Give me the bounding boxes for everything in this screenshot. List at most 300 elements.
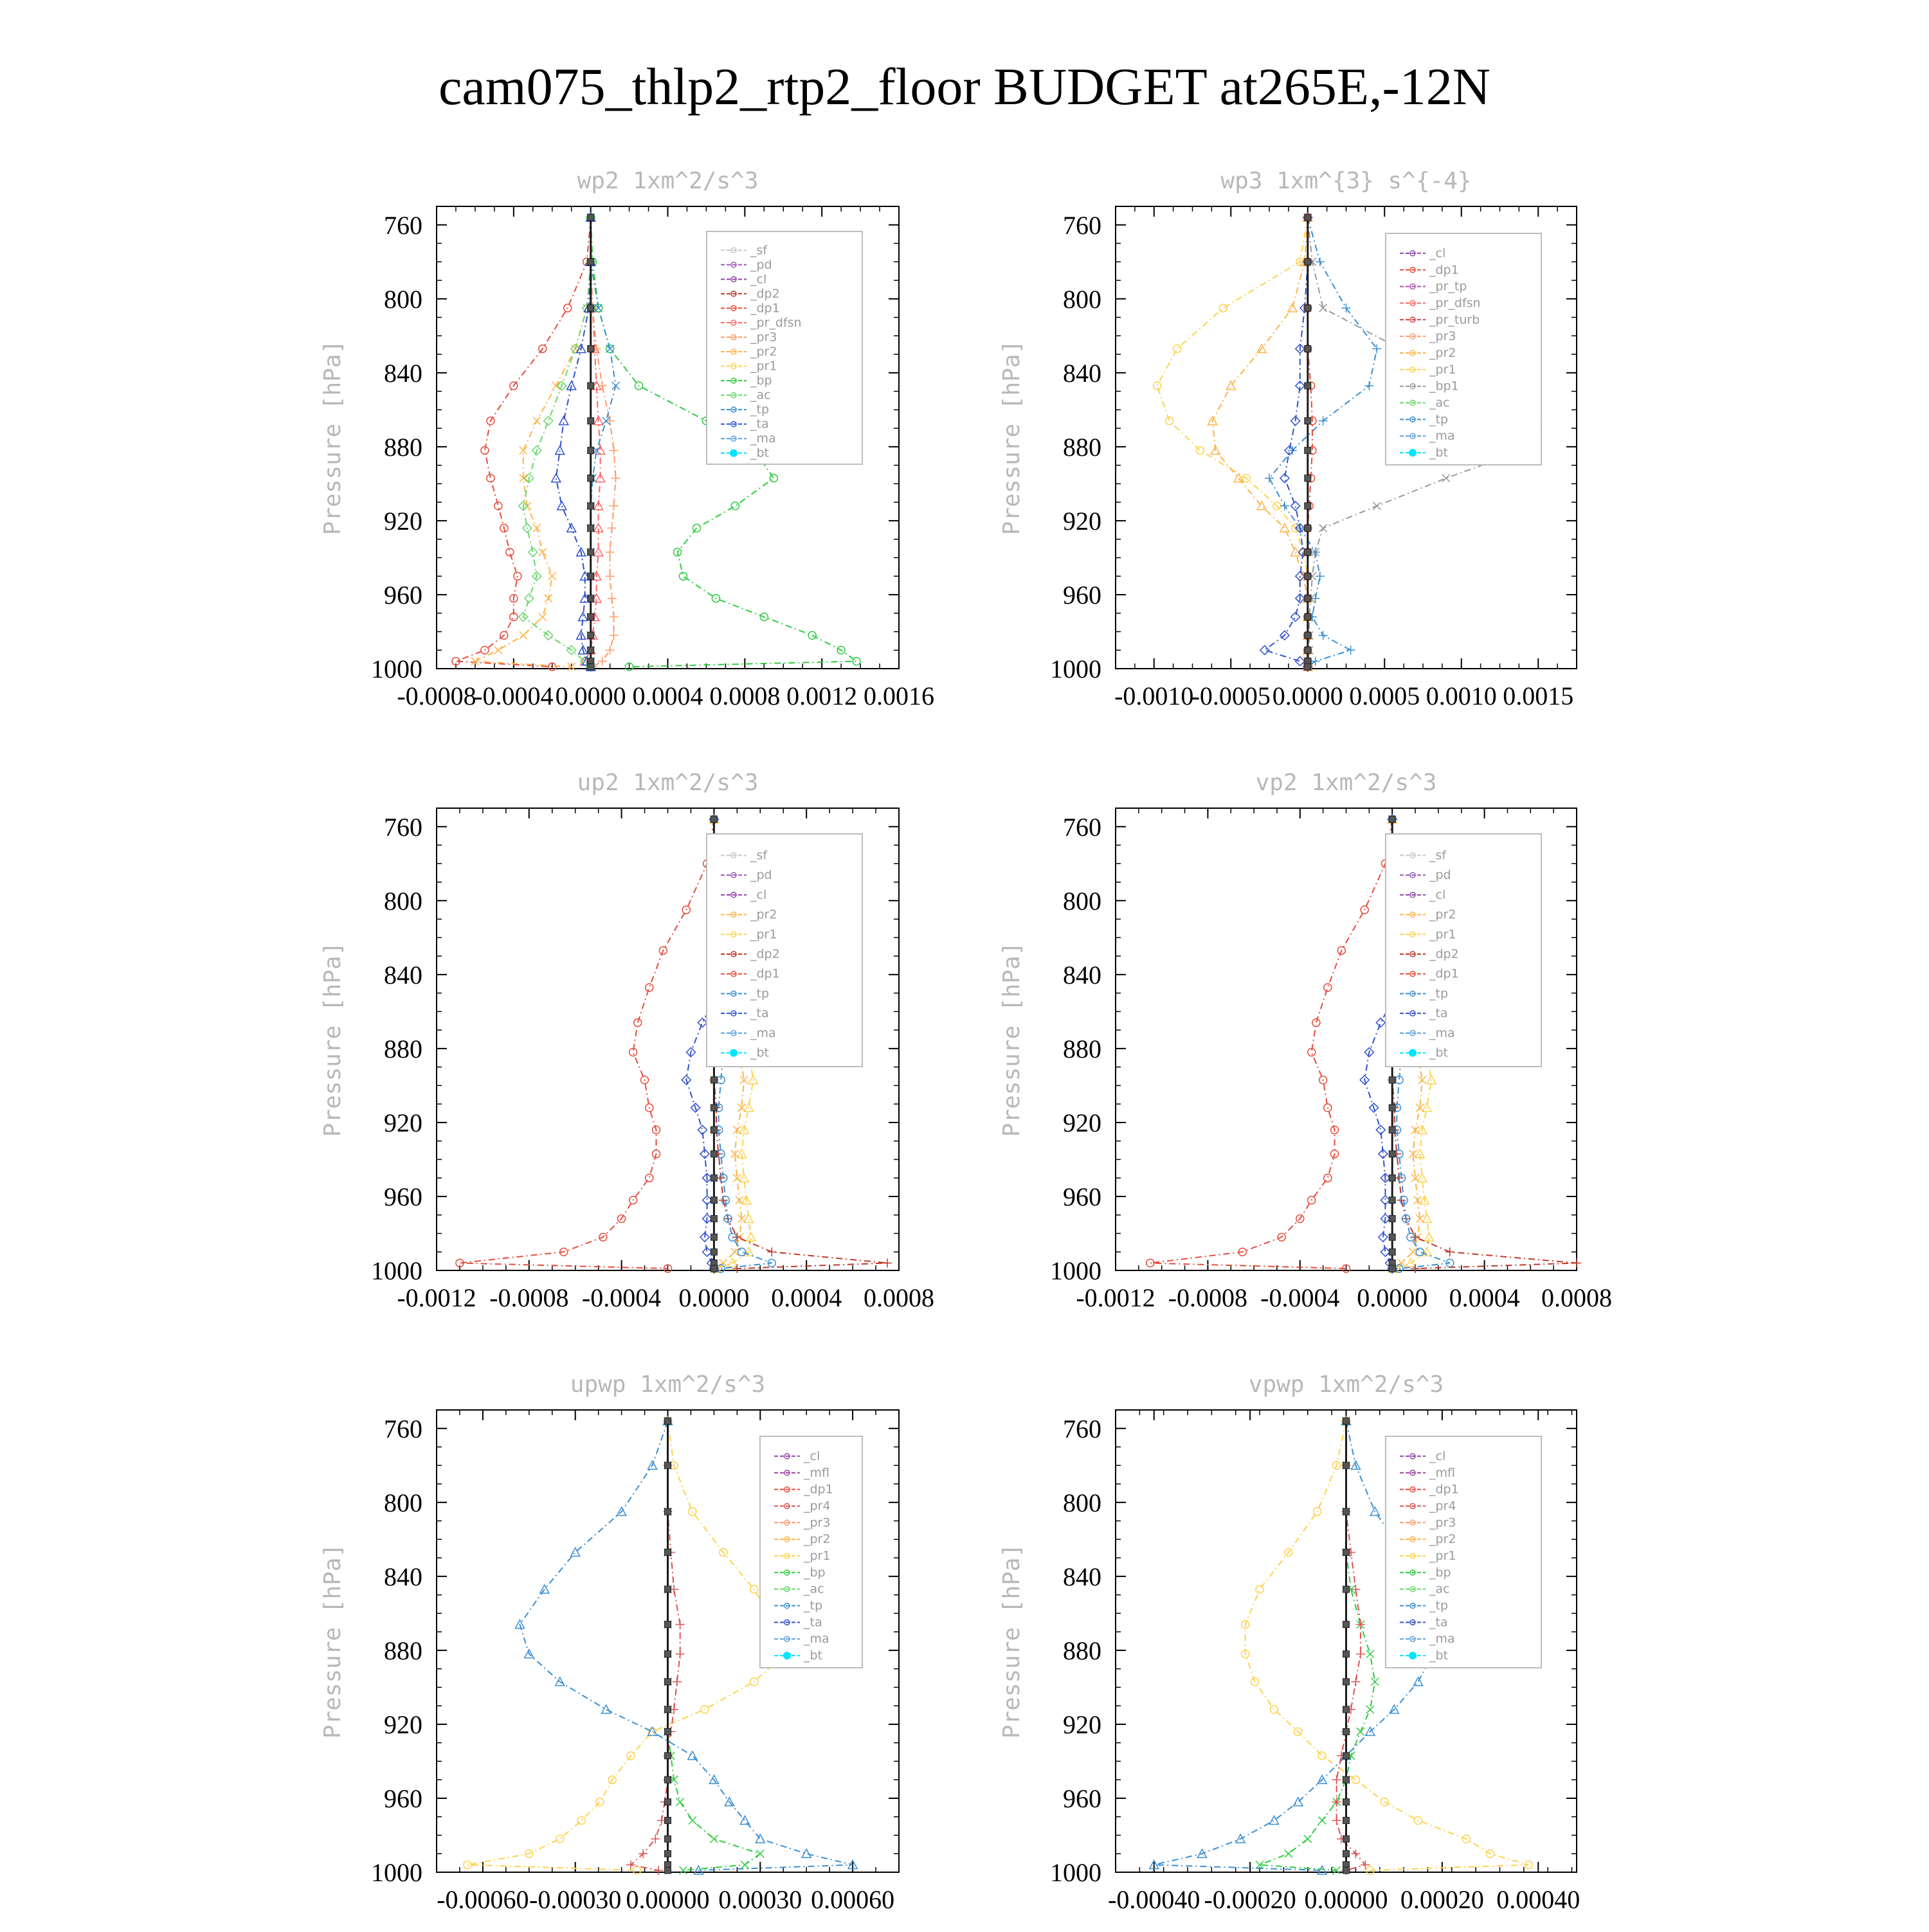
legend-box xyxy=(1386,1436,1541,1668)
point-bt xyxy=(1305,503,1311,509)
legend-box xyxy=(1386,834,1541,1067)
legend-label: _bp xyxy=(750,374,772,388)
legend-marker xyxy=(730,1049,738,1057)
point-tp xyxy=(1316,257,1325,266)
page-title: cam075_thlp2_rtp2_floor BUDGET at265E,-12N xyxy=(439,57,1490,116)
legend-label: _pr1 xyxy=(804,1549,831,1563)
y-tick-label: 840 xyxy=(384,960,422,989)
x-tick-label: 0.00000 xyxy=(1304,1885,1388,1914)
point-bt xyxy=(1305,305,1311,311)
y-tick-label: 840 xyxy=(1063,1562,1101,1591)
point-bt xyxy=(665,1753,671,1759)
point-bt xyxy=(588,573,594,579)
point-bt xyxy=(1305,345,1311,352)
legend-label: _dp2 xyxy=(750,286,780,301)
point-tp xyxy=(1346,646,1355,655)
series-line-ac xyxy=(523,217,591,667)
point-bt xyxy=(1343,1549,1350,1555)
y-tick-label: 840 xyxy=(1063,358,1101,388)
point-bt xyxy=(588,418,594,424)
series-line-bp xyxy=(1260,1421,1375,1870)
point-bt xyxy=(711,1197,717,1204)
legend-label: _ta xyxy=(804,1615,822,1630)
point-bt xyxy=(1305,549,1311,555)
y-tick-label: 1000 xyxy=(371,1858,422,1887)
point-bt xyxy=(1305,647,1311,653)
point-bt xyxy=(588,632,594,638)
chart-panel-3 xyxy=(320,770,934,1312)
point-ta xyxy=(557,501,566,510)
point-bt xyxy=(665,1418,671,1424)
point-ta xyxy=(1291,501,1300,510)
x-tick-label: 0.0004 xyxy=(632,682,703,710)
y-tick-label: 800 xyxy=(384,1488,422,1517)
point-pr4 xyxy=(1332,1816,1341,1825)
y-tick-label: 760 xyxy=(384,210,422,240)
legend-label: _pr4 xyxy=(1429,1499,1456,1513)
legend-label: _bp xyxy=(1429,1565,1451,1580)
legend-label: _dp1 xyxy=(1429,966,1459,981)
legend-label: _bt xyxy=(750,1045,770,1060)
point-bt xyxy=(711,816,717,822)
point-bt xyxy=(588,383,594,389)
point-pr1 xyxy=(464,1861,471,1868)
y-tick-label: 960 xyxy=(1063,1182,1101,1211)
point-pr3 xyxy=(598,656,607,665)
y-tick-label: 760 xyxy=(1063,812,1101,842)
legend-label: _pr2 xyxy=(750,345,777,359)
point-pr3 xyxy=(610,612,619,621)
y-tick-label: 760 xyxy=(384,1414,422,1443)
point-pr3 xyxy=(608,523,617,532)
point-tp xyxy=(602,1705,611,1713)
point-tp xyxy=(1280,501,1289,510)
point-bt xyxy=(1305,573,1311,579)
point-tp xyxy=(612,382,620,390)
x-tick-label: -0.00040 xyxy=(1108,1885,1200,1914)
y-tick-label: 880 xyxy=(384,1034,422,1063)
point-bt xyxy=(711,1234,717,1240)
y-axis-label: Pressure [hPa] xyxy=(320,941,346,1137)
x-tick-label: -0.00030 xyxy=(529,1885,622,1914)
point-bt xyxy=(588,214,594,221)
y-tick-label: 920 xyxy=(384,1108,422,1137)
point-dp1 xyxy=(646,984,653,991)
y-tick-label: 920 xyxy=(1063,1710,1101,1739)
point-bt xyxy=(665,1706,671,1713)
point-bp xyxy=(741,1861,748,1868)
point-bp xyxy=(679,1866,687,1874)
point-bt xyxy=(711,1077,717,1083)
x-tick-label: -0.0004 xyxy=(1260,1283,1340,1312)
point-dp1 xyxy=(634,1019,642,1027)
y-tick-label: 1000 xyxy=(1050,1858,1101,1887)
point-pr2 xyxy=(520,447,527,455)
x-tick-label: 0.00030 xyxy=(718,1885,802,1914)
x-tick-label: 0.0000 xyxy=(1272,682,1343,710)
point-bp xyxy=(710,1835,718,1843)
point-bt xyxy=(1389,1265,1395,1272)
point-bt xyxy=(1343,1867,1350,1873)
point-bt xyxy=(588,447,594,454)
point-bp xyxy=(853,657,860,665)
y-tick-label: 840 xyxy=(1063,960,1101,989)
x-tick-label: -0.0004 xyxy=(474,682,554,710)
legend-label: _ma xyxy=(1429,429,1455,444)
point-pr4 xyxy=(676,1650,685,1659)
point-bt xyxy=(711,1175,717,1181)
x-tick-label: -0.0012 xyxy=(1076,1283,1155,1312)
panel-title: up2 1xm^2/s^3 xyxy=(577,770,759,796)
legend-label: _cl xyxy=(1429,1449,1446,1463)
panel-title: upwp 1xm^2/s^3 xyxy=(570,1371,766,1398)
point-pr3 xyxy=(598,381,607,390)
legend-label: _cl xyxy=(804,1449,820,1463)
x-tick-label: 0.0000 xyxy=(555,682,626,710)
point-bt xyxy=(665,1586,671,1593)
legend-label: _pr3 xyxy=(1429,329,1456,344)
legend-label: _tp xyxy=(1429,412,1449,427)
point-tp xyxy=(1265,474,1274,483)
x-tick-label: -0.00020 xyxy=(1204,1885,1296,1914)
point-bt xyxy=(588,503,594,509)
x-tick-label: 0.0008 xyxy=(1541,1283,1612,1312)
point-bt xyxy=(665,1508,671,1515)
chart-panel-1 xyxy=(320,168,934,710)
series-line-dp1 xyxy=(456,217,591,667)
point-bt xyxy=(588,647,594,653)
legend-label: _dp2 xyxy=(1429,947,1459,961)
y-tick-label: 800 xyxy=(384,886,422,916)
panel-title: vp2 1xm^2/s^3 xyxy=(1255,770,1437,796)
point-bt xyxy=(1343,1462,1350,1468)
point-bp xyxy=(770,474,777,482)
legend-label: _sf xyxy=(750,848,768,863)
point-pr3 xyxy=(610,446,619,455)
point-pr1 xyxy=(556,1835,564,1843)
point-dp1 xyxy=(1312,1019,1320,1027)
legend-label: _dp1 xyxy=(750,301,780,316)
legend xyxy=(707,231,862,464)
legend-label: _bt xyxy=(1429,1648,1449,1663)
point-pr1 xyxy=(1270,1706,1278,1713)
x-tick-label: -0.0012 xyxy=(397,1283,476,1312)
legend xyxy=(1386,834,1541,1067)
y-axis-label: Pressure [hPa] xyxy=(999,339,1025,536)
legend-label: _ma xyxy=(750,1025,776,1040)
legend-label: _pr4 xyxy=(804,1499,831,1513)
y-tick-label: 880 xyxy=(384,1636,422,1665)
panel-title: wp2 1xm^2/s^3 xyxy=(577,168,759,194)
point-tp xyxy=(1319,631,1328,640)
y-tick-label: 800 xyxy=(384,284,422,314)
point-bt xyxy=(665,1728,671,1735)
point-ta xyxy=(1291,612,1300,621)
point-pr4 xyxy=(1361,1860,1370,1869)
legend-box xyxy=(707,231,862,464)
point-bp xyxy=(693,524,700,532)
legend-label: _pr1 xyxy=(1429,362,1456,377)
point-pr1 xyxy=(1352,1776,1359,1783)
y-tick-label: 920 xyxy=(1063,1108,1101,1137)
legend-label: _pr2 xyxy=(1429,346,1456,360)
legend-label: _tp xyxy=(1429,1598,1449,1613)
point-pr2 xyxy=(520,631,527,639)
x-tick-label: 0.0000 xyxy=(678,1283,750,1312)
legend-label: _dp1 xyxy=(1429,1482,1459,1497)
point-tp xyxy=(740,1816,749,1824)
legend-label: _tp xyxy=(750,402,770,417)
point-bt xyxy=(1305,664,1311,670)
point-bt xyxy=(1305,418,1311,424)
point-bt xyxy=(1389,1215,1395,1222)
point-bt xyxy=(1343,1799,1350,1805)
point-dp2 xyxy=(732,1264,741,1273)
legend-label: _ma xyxy=(1429,1632,1455,1647)
point-ta xyxy=(1376,1018,1385,1027)
point-pr2 xyxy=(539,613,547,620)
series-line-pr4 xyxy=(631,1421,680,1870)
legend-label: _pr2 xyxy=(750,907,777,922)
y-tick-label: 960 xyxy=(1063,580,1101,609)
series-line-ta xyxy=(556,217,591,667)
point-bt xyxy=(1343,1776,1350,1783)
point-bt xyxy=(588,613,594,620)
legend-label: _bp xyxy=(804,1565,826,1580)
y-tick-label: 920 xyxy=(1063,506,1101,536)
point-bt xyxy=(1305,258,1311,265)
point-bt xyxy=(711,1151,717,1157)
legend xyxy=(1386,233,1541,465)
series-line-pr1 xyxy=(467,1421,785,1870)
point-bt xyxy=(1343,1850,1350,1857)
point-bt xyxy=(1343,1418,1350,1424)
y-tick-label: 880 xyxy=(384,432,422,462)
y-tick-label: 920 xyxy=(384,506,422,536)
point-pr2 xyxy=(533,524,541,532)
point-bt xyxy=(1305,214,1311,221)
point-tp xyxy=(1416,1248,1424,1256)
point-pr2 xyxy=(548,572,556,580)
legend-label: _tp xyxy=(804,1598,823,1613)
point-bt xyxy=(1343,1508,1350,1515)
point-bp xyxy=(1357,1728,1364,1735)
legend-box xyxy=(707,834,862,1067)
point-ac xyxy=(525,594,534,603)
x-tick-label: 0.00060 xyxy=(811,1885,895,1914)
point-dp1 xyxy=(1146,1259,1154,1267)
point-bt xyxy=(711,1265,717,1272)
point-bt xyxy=(1389,1105,1395,1111)
y-tick-label: 760 xyxy=(1063,1414,1101,1443)
y-axis-label: Pressure [hPa] xyxy=(320,1543,346,1739)
legend-label: _dp1 xyxy=(1429,262,1459,277)
x-tick-label: 0.0010 xyxy=(1426,682,1497,710)
x-tick-label: -0.00060 xyxy=(437,1885,529,1914)
y-tick-label: 800 xyxy=(1063,1488,1101,1517)
y-tick-label: 1000 xyxy=(371,1256,422,1285)
point-bt xyxy=(1305,383,1311,389)
point-tp xyxy=(1364,381,1373,390)
point-bt xyxy=(1389,1077,1395,1083)
legend-label: _ac xyxy=(1429,1582,1450,1596)
point-bt xyxy=(665,1549,671,1555)
point-pr2 xyxy=(533,417,541,425)
legend-label: _bp1 xyxy=(1429,379,1459,393)
point-pr3 xyxy=(608,594,617,603)
legend-label: _ma xyxy=(750,431,776,446)
x-tick-label: 0.0000 xyxy=(1357,1283,1428,1312)
legend-label: _pd xyxy=(750,257,772,272)
legend-label: _pr1 xyxy=(750,359,777,374)
point-bt xyxy=(588,345,594,352)
y-tick-label: 880 xyxy=(1063,1636,1101,1665)
point-pr2 xyxy=(1288,303,1297,312)
x-tick-label: 0.0008 xyxy=(709,682,781,710)
point-pr3 xyxy=(606,572,615,581)
legend-label: _bt xyxy=(750,446,770,460)
legend-label: _pr1 xyxy=(1429,927,1456,942)
x-tick-label: 0.0015 xyxy=(1503,682,1574,710)
point-pr4 xyxy=(673,1677,682,1686)
x-tick-label: 0.00000 xyxy=(626,1885,710,1914)
point-ta xyxy=(698,1018,707,1027)
point-pr3 xyxy=(606,646,615,655)
y-tick-label: 960 xyxy=(1063,1783,1101,1813)
legend-label: _sf xyxy=(750,243,768,258)
point-dp1 xyxy=(1324,1174,1332,1182)
x-tick-label: -0.0004 xyxy=(581,1283,662,1312)
legend-label: _bt xyxy=(1429,446,1449,460)
point-dp2 xyxy=(1445,1247,1454,1256)
point-tp xyxy=(1269,1816,1278,1824)
x-tick-label: 0.00020 xyxy=(1400,1885,1484,1914)
point-pr1 xyxy=(1318,1752,1326,1760)
point-bt xyxy=(665,1867,671,1873)
x-tick-label: 0.0005 xyxy=(1349,682,1420,710)
legend-label: _pr2 xyxy=(1429,1532,1456,1547)
point-bt xyxy=(1389,1175,1395,1181)
point-bt xyxy=(1389,1249,1395,1255)
legend-label: _pr2 xyxy=(804,1532,831,1547)
x-tick-label: -0.0008 xyxy=(489,1283,569,1312)
point-bt xyxy=(588,475,594,482)
legend-label: _ac xyxy=(1429,395,1450,410)
point-bt xyxy=(665,1462,671,1468)
point-dp1 xyxy=(646,1174,653,1182)
legend-label: _cl xyxy=(1429,246,1446,260)
legend-label: _dp1 xyxy=(750,966,780,981)
legend-label: _bt xyxy=(804,1648,823,1663)
point-bt xyxy=(1305,525,1311,531)
y-tick-label: 800 xyxy=(1063,886,1101,916)
legend-label: _ac xyxy=(750,388,771,402)
point-pr1 xyxy=(1219,304,1227,312)
point-bt xyxy=(1343,1706,1350,1713)
point-dp1 xyxy=(494,502,502,510)
point-bp xyxy=(1285,1850,1292,1857)
point-bt xyxy=(665,1679,671,1685)
point-bt xyxy=(1343,1651,1350,1657)
chart-panel-6 xyxy=(999,1371,1580,1914)
point-bt xyxy=(1343,1817,1350,1823)
y-tick-label: 1000 xyxy=(371,655,422,683)
legend-label: _ta xyxy=(1429,1615,1448,1630)
legend-label: _pd xyxy=(1429,868,1451,883)
point-bt xyxy=(665,1776,671,1783)
point-bt xyxy=(1305,447,1311,454)
point-bt xyxy=(1343,1836,1350,1842)
y-tick-label: 1000 xyxy=(1050,655,1101,683)
legend-label: _pr_tp xyxy=(1429,279,1467,294)
x-tick-label: -0.0010 xyxy=(1114,682,1194,710)
point-bt xyxy=(588,549,594,555)
legend-label: _mfl xyxy=(1429,1465,1455,1480)
point-bp1 xyxy=(1442,474,1450,482)
point-bt xyxy=(1305,632,1311,638)
y-tick-label: 800 xyxy=(1063,284,1101,314)
point-bt xyxy=(711,1126,717,1133)
legend-box xyxy=(1386,233,1541,465)
point-bt xyxy=(1389,1197,1395,1204)
point-bt xyxy=(1343,1728,1350,1735)
y-tick-label: 840 xyxy=(384,358,422,388)
legend-marker xyxy=(1409,1652,1417,1659)
point-pr3 xyxy=(606,548,615,557)
point-bt xyxy=(1343,1753,1350,1759)
legend-label: _ta xyxy=(1429,1006,1448,1021)
legend-label: _ta xyxy=(750,1006,769,1021)
point-pr4 xyxy=(1356,1650,1365,1659)
point-pr4 xyxy=(1332,1775,1341,1784)
legend-label: _tp xyxy=(1429,986,1449,1001)
point-bt xyxy=(711,1215,717,1222)
point-tp xyxy=(1414,1677,1423,1686)
legend-label: _cl xyxy=(750,272,767,287)
series-line-tp xyxy=(1269,217,1377,667)
legend-label: _ac xyxy=(804,1582,824,1596)
series-line-pr1 xyxy=(1157,217,1308,667)
y-tick-label: 840 xyxy=(384,1562,422,1591)
point-bt xyxy=(1389,1234,1395,1240)
series-line-dp1 xyxy=(460,819,714,1268)
y-axis-label: Pressure [hPa] xyxy=(320,339,346,536)
series-line-dp1 xyxy=(1150,819,1392,1268)
point-bt xyxy=(1389,816,1395,822)
legend-label: _ma xyxy=(1429,1025,1455,1040)
chart-panel-4 xyxy=(999,770,1612,1312)
point-bt xyxy=(1305,595,1311,602)
point-pr4 xyxy=(1351,1849,1360,1858)
legend-label: _pr3 xyxy=(750,330,777,345)
legend-label: _pr_turb xyxy=(1429,312,1480,327)
y-tick-label: 880 xyxy=(1063,1034,1101,1063)
legend-marker xyxy=(1409,449,1417,456)
point-bt xyxy=(665,1836,671,1842)
x-tick-label: -0.0008 xyxy=(1168,1283,1248,1312)
x-tick-label: 0.0008 xyxy=(864,1283,934,1312)
point-bt xyxy=(711,1249,717,1255)
point-bt xyxy=(1343,1679,1350,1685)
point-bt xyxy=(588,664,594,670)
series-line-pr2 xyxy=(1213,217,1308,667)
y-tick-label: 960 xyxy=(384,580,422,609)
y-tick-label: 920 xyxy=(384,1710,422,1739)
y-tick-label: 760 xyxy=(384,812,422,842)
legend-marker xyxy=(730,449,738,457)
legend-label: _bt xyxy=(1429,1045,1449,1060)
point-ta xyxy=(556,446,565,455)
